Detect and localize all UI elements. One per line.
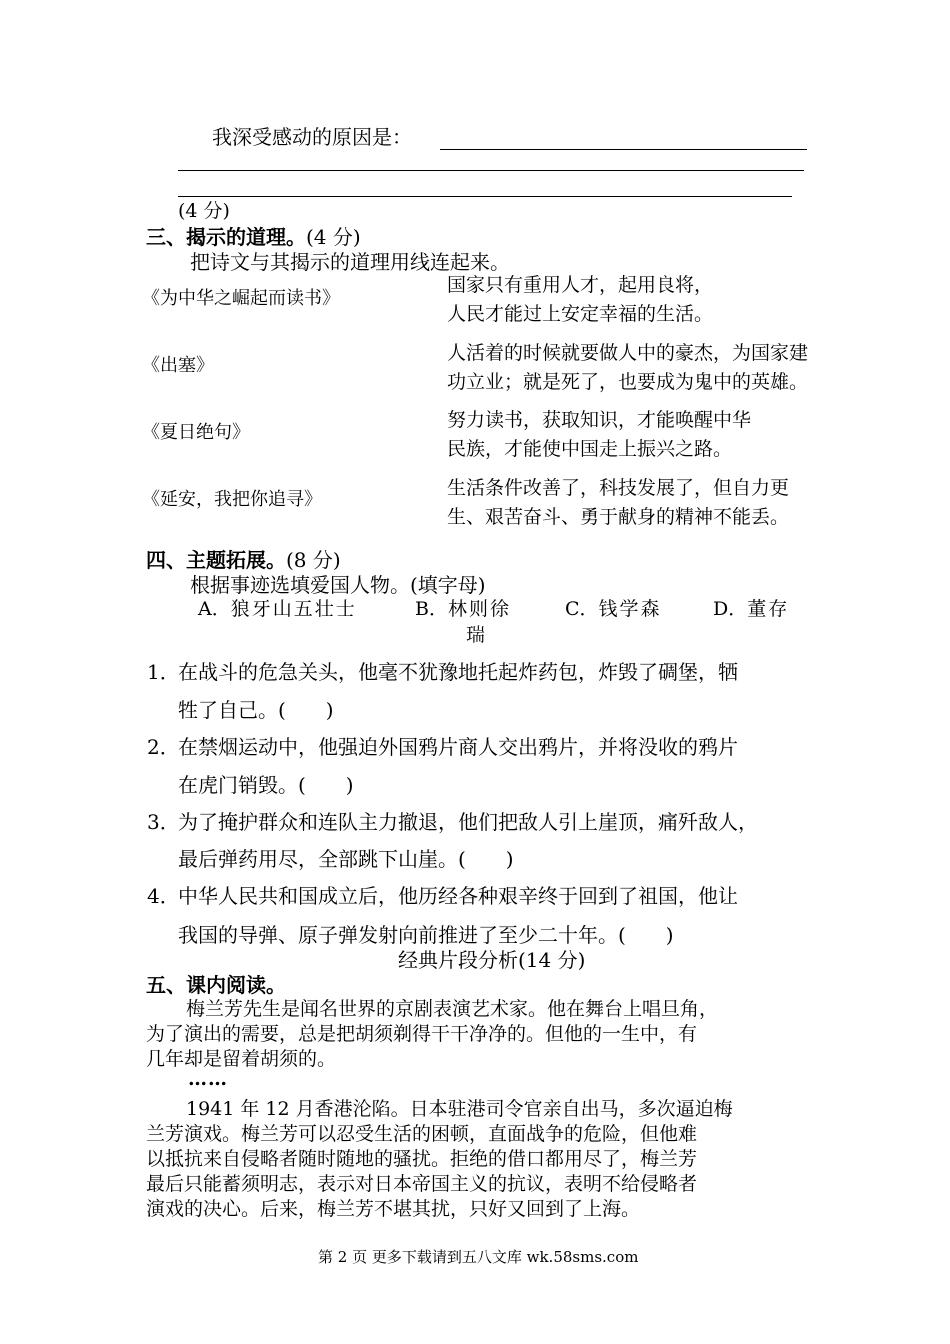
principle-line: 功立业；就是死了，也要成为鬼中的英雄。 <box>447 371 809 393</box>
paragraph-line: 1941 年 12 月香港沦陷。日本驻港司令官亲自出马，多次逼迫梅 <box>186 1098 733 1120</box>
option-letter: B． <box>415 598 448 620</box>
question-number: 1． <box>147 660 180 684</box>
section4-instruction: 根据事迹选填爱国人物。(填字母) <box>190 573 486 597</box>
answer-blank-line[interactable] <box>178 196 792 197</box>
question-line[interactable]: 我国的导弹、原子弹发射向前推进了至少二十年。( ) <box>178 923 674 947</box>
section3-title: 三、揭示的道理。 <box>146 225 306 249</box>
principle-line: 生、艰苦奋斗、勇于献身的精神不能丢。 <box>447 506 790 528</box>
option-d-wrap: 瑞 <box>466 624 486 646</box>
paragraph-line: 演戏的决心。后来，梅兰芳不堪其扰，只好又回到了上海。 <box>146 1198 641 1220</box>
option-d <box>713 600 789 619</box>
option-name: 狼牙山五壮士 <box>230 598 357 620</box>
option-name: 钱学森 <box>598 598 662 620</box>
section4-score: (8 分) <box>286 548 341 572</box>
question-line[interactable]: 在虎门销毁。( ) <box>178 773 354 797</box>
section3-instruction: 把诗文与其揭示的道理用线连起来。 <box>190 250 510 274</box>
question-number: 3． <box>147 810 180 834</box>
section3-heading <box>146 227 361 247</box>
principle-line: 民族，才能使中国走上振兴之路。 <box>447 438 733 460</box>
answer-blank-line[interactable] <box>178 170 804 171</box>
question-number: 4． <box>147 884 180 908</box>
question-line: 中华人民共和国成立后，他历经各种艰辛终于回到了祖国，他让 <box>178 884 738 908</box>
question-line: 在禁烟运动中，他强迫外国鸦片商人交出鸦片，并将没收的鸦片 <box>178 735 738 759</box>
section4-heading <box>146 550 341 570</box>
poem-title[interactable]: 《夏日绝句》 <box>142 422 250 443</box>
option-letter: D． <box>713 598 748 620</box>
paragraph-line: 为了演出的需要，总是把胡须剃得干干净净的。但他的一生中，有 <box>146 1023 698 1045</box>
poem-title[interactable]: 《为中华之崛起而读书》 <box>142 288 340 309</box>
paragraph-line: 兰芳演戏。梅兰芳可以忍受生活的困顿，直面战争的危险，但他难 <box>146 1123 698 1145</box>
principle-line: 国家只有重用人才，起用良将， <box>447 274 714 296</box>
center-heading: 经典片段分析(14 分) <box>398 948 586 972</box>
option-letter: C． <box>565 598 599 620</box>
feeling-score: (4 分) <box>178 200 230 222</box>
feeling-prompt: 我深受感动的原因是： <box>212 125 412 149</box>
page-footer: 第 2 页 更多下载请到五八文库 wk.58sms.com <box>318 1248 639 1266</box>
principle-line: 人活着的时候就要做人中的豪杰，为国家建 <box>447 342 809 364</box>
paragraph-line: 梅兰芳先生是闻名世界的京剧表演艺术家。他在舞台上唱旦角， <box>186 998 719 1020</box>
answer-blank-line[interactable] <box>440 149 807 150</box>
question-number: 2． <box>147 735 180 759</box>
option-a <box>198 600 357 619</box>
paragraph-line: 几年却是留着胡须的。 <box>146 1048 337 1070</box>
ellipsis: …… <box>188 1068 228 1090</box>
question-line: 为了掩护群众和连队主力撤退，他们把敌人引上崖顶，痛歼敌人， <box>178 810 758 834</box>
paragraph-line: 以抵抗来自侵略者随时随地的骚扰。拒绝的借口都用尽了，梅兰芳 <box>146 1148 698 1170</box>
section4-title: 四、主题拓展。 <box>146 548 286 572</box>
poem-title[interactable]: 《出塞》 <box>142 355 214 376</box>
option-name: 林则徐 <box>447 598 511 620</box>
question-line[interactable]: 最后弹药用尽，全部跳下山崖。( ) <box>178 847 514 871</box>
option-letter: A． <box>198 598 231 620</box>
option-c <box>565 600 662 619</box>
paragraph-line: 最后只能蓄须明志，表示对日本帝国主义的抗议，表明不给侵略者 <box>146 1173 698 1195</box>
option-name: 董存 <box>747 598 790 620</box>
question-line: 在战斗的危急关头，他毫不犹豫地托起炸药包，炸毁了碉堡，牺 <box>178 660 738 684</box>
principle-line: 努力读书，获取知识，才能唤醒中华 <box>447 409 752 431</box>
principle-line: 生活条件改善了，科技发展了，但自力更 <box>447 477 790 499</box>
poem-title[interactable]: 《延安，我把你追寻》 <box>142 489 322 510</box>
option-b <box>415 600 511 619</box>
section3-score: (4 分) <box>306 225 361 249</box>
section5-title: 五、课内阅读。 <box>146 973 286 997</box>
question-line[interactable]: 牲了自己。( ) <box>178 698 334 722</box>
principle-line: 人民才能过上安定幸福的生活。 <box>447 303 714 325</box>
